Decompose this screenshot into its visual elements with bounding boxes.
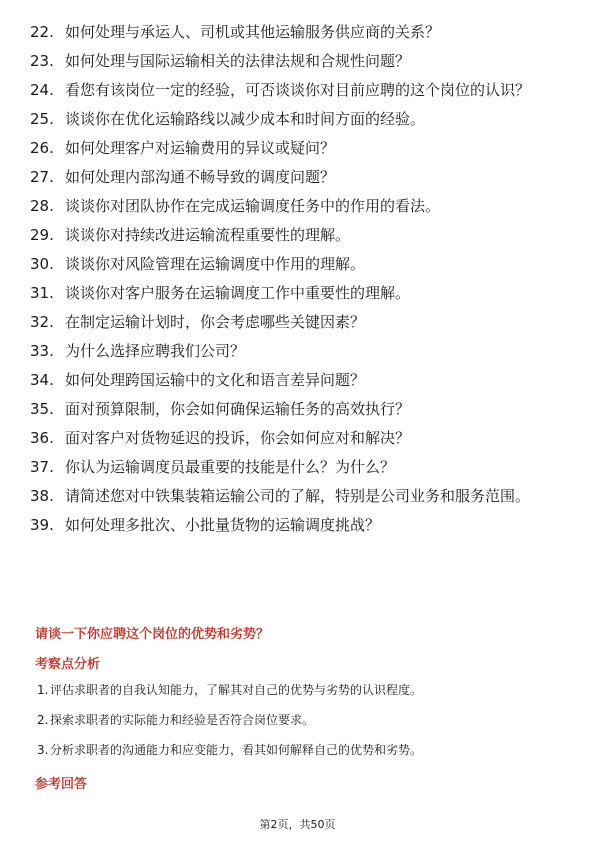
question-number: 27. — [30, 168, 54, 186]
question-text: 如何处理与国际运输相关的法律法规和合规性问题？ — [65, 52, 411, 70]
question-text: 如何处理客户对运输费用的异议或疑问？ — [65, 139, 336, 157]
question-text: 为什么选择应聘我们公司？ — [65, 342, 246, 360]
point-text: 探索求职者的实际能力和经验是否符合岗位要求。 — [50, 713, 315, 727]
question-number: 26. — [30, 139, 54, 157]
list-item — [30, 80, 570, 101]
list-item — [30, 370, 570, 391]
question-number: 34. — [30, 371, 54, 389]
list-item — [37, 742, 557, 759]
question-text: 谈谈你对客户服务在运输调度工作中重要性的理解。 — [65, 284, 411, 302]
question-number: 30. — [30, 255, 54, 273]
question-number: 28. — [30, 197, 54, 215]
list-item — [30, 225, 570, 246]
list-item — [30, 51, 570, 72]
question-number: 23. — [30, 52, 54, 70]
list-item — [30, 109, 570, 130]
list-item — [30, 457, 570, 478]
page-footer: 第2页，共50页 — [259, 818, 336, 831]
question-number: 38. — [30, 487, 54, 505]
point-number: 2. — [37, 713, 49, 727]
list-item — [30, 22, 570, 43]
question-text: 面对客户对货物延迟的投诉，你会如何应对和解决？ — [65, 429, 411, 447]
question-number: 32. — [30, 313, 54, 331]
question-text: 在制定运输计划时，你会考虑哪些关键因素？ — [65, 313, 366, 331]
analysis-point-list — [37, 682, 557, 772]
list-item — [30, 341, 570, 362]
question-number: 39. — [30, 516, 54, 534]
list-item — [30, 167, 570, 188]
point-number: 1. — [37, 683, 49, 697]
list-item — [30, 138, 570, 159]
question-text: 看您有该岗位一定的经验，可否谈谈你对目前应聘的这个岗位的认识？ — [65, 81, 531, 99]
point-text: 分析求职者的沟通能力和应变能力，看其如何解释自己的优势和劣势。 — [50, 743, 423, 757]
list-item — [30, 399, 570, 420]
question-text: 谈谈你对持续改进运输流程重要性的理解。 — [65, 226, 351, 244]
question-text: 你认为运输调度员最重要的技能是什么？为什么？ — [65, 458, 396, 476]
reference-answer-heading: 参考回答 — [35, 777, 88, 792]
question-number: 31. — [30, 284, 54, 302]
question-list — [30, 22, 570, 544]
analysis-heading: 考察点分析 — [35, 657, 101, 672]
question-text: 如何处理多批次、小批量货物的运输调度挑战？ — [65, 516, 381, 534]
question-number: 35. — [30, 400, 54, 418]
list-item — [30, 486, 570, 507]
question-number: 24. — [30, 81, 54, 99]
point-text: 评估求职者的自我认知能力，了解其对自己的优势与劣势的认识程度。 — [50, 683, 423, 697]
question-text: 如何处理跨国运输中的文化和语言差异问题？ — [65, 371, 366, 389]
question-number: 22. — [30, 23, 54, 41]
question-text: 如何处理与承运人、司机或其他运输服务供应商的关系？ — [65, 23, 441, 41]
question-text: 谈谈你对风险管理在运输调度中作用的理解。 — [65, 255, 366, 273]
question-number: 25. — [30, 110, 54, 128]
question-text: 如何处理内部沟通不畅导致的调度问题？ — [65, 168, 336, 186]
list-item — [30, 312, 570, 333]
question-text: 面对预算限制，你会如何确保运输任务的高效执行？ — [65, 400, 411, 418]
list-item — [37, 712, 557, 729]
question-number: 29. — [30, 226, 54, 244]
question-text: 谈谈你对团队协作在完成运输调度任务中的作用的看法。 — [65, 197, 441, 215]
point-number: 3. — [37, 743, 49, 757]
list-item — [30, 196, 570, 217]
question-number: 33. — [30, 342, 54, 360]
list-item — [30, 254, 570, 275]
question-text: 请简述您对中铁集装箱运输公司的了解，特别是公司业务和服务范围。 — [65, 487, 531, 505]
featured-question-heading: 请谈一下你应聘这个岗位的优势和劣势？ — [35, 627, 270, 642]
list-item — [30, 283, 570, 304]
question-number: 37. — [30, 458, 54, 476]
list-item — [37, 682, 557, 699]
list-item — [30, 515, 570, 536]
question-number: 36. — [30, 429, 54, 447]
question-text: 谈谈你在优化运输路线以减少成本和时间方面的经验。 — [65, 110, 426, 128]
list-item — [30, 428, 570, 449]
